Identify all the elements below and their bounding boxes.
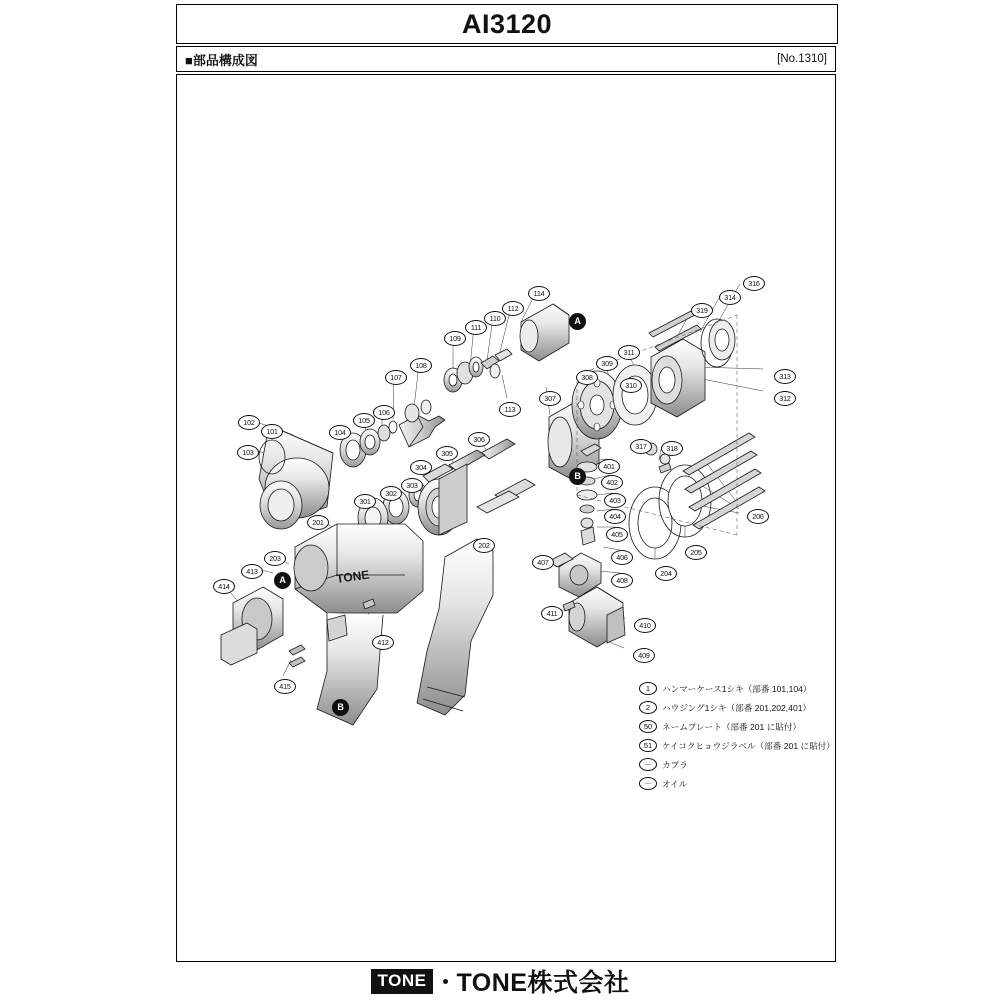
legend-label: ケイコクヒョウジラベル（部番 201 に貼付）: [662, 740, 835, 751]
callout-304: 304: [410, 460, 432, 475]
callout-310: 310: [620, 378, 642, 393]
callout-108: 108: [410, 358, 432, 373]
callout-206: 206: [747, 509, 769, 524]
callout-109: 109: [444, 331, 466, 346]
legend-row: [639, 717, 836, 736]
callout-303: 303: [401, 478, 423, 493]
page-footer: [0, 962, 1000, 1000]
legend: [639, 679, 836, 793]
callout-313: 313: [774, 369, 796, 384]
callout-410: 410: [634, 618, 656, 633]
callout-101: 101: [261, 424, 283, 439]
callout-112: 112: [502, 301, 524, 316]
legend-mark: 2: [639, 701, 657, 714]
callout-314: 314: [719, 290, 741, 305]
page-title: AI3120: [461, 8, 553, 39]
legend-row: [639, 755, 836, 774]
legend-label: ハンマーケース1シキ（部番 101,104）: [662, 683, 812, 694]
legend-label: カプラ: [662, 759, 688, 770]
callout-317: 317: [630, 439, 652, 454]
callout-312: 312: [774, 391, 796, 406]
callout-404: 404: [604, 509, 626, 524]
callout-408: 408: [611, 573, 633, 588]
legend-label: ハウジング1シキ（部番 201,202,401）: [662, 702, 812, 713]
callout-113: 113: [499, 402, 521, 417]
callout-305: 305: [436, 446, 458, 461]
callout-group-b: B: [332, 699, 349, 716]
legend-row: [639, 736, 836, 755]
callout-405: 405: [606, 527, 628, 542]
callout-407: 407: [532, 555, 554, 570]
legend-row: [639, 679, 836, 698]
callout-401: 401: [598, 459, 620, 474]
callout-308: 308: [576, 370, 598, 385]
callout-114: 114: [528, 286, 550, 301]
callout-414: 414: [213, 579, 235, 594]
document-title-bar: [176, 4, 838, 44]
callout-107: 107: [385, 370, 407, 385]
callout-402: 402: [601, 475, 623, 490]
legend-mark: 51: [639, 739, 657, 752]
callout-413: 413: [241, 564, 263, 579]
diagram-frame: [176, 74, 836, 962]
callout-403: 403: [604, 493, 626, 508]
section-header: [176, 46, 836, 72]
legend-row: [639, 774, 836, 793]
callout-411: 411: [541, 606, 563, 621]
callout-409: 409: [633, 648, 655, 663]
company-name: TONE株式会社: [456, 969, 630, 997]
callout-105: 105: [353, 413, 375, 428]
callout-202: 202: [473, 538, 495, 553]
callout-302: 302: [380, 486, 402, 501]
callout-203: 203: [264, 551, 286, 566]
callout-102: 102: [238, 415, 260, 430]
section-title: ■部品構成図: [185, 52, 258, 68]
legend-label: オイル: [662, 778, 688, 789]
callout-319: 319: [691, 303, 713, 318]
legend-row: [639, 698, 836, 717]
callout-204: 204: [655, 566, 677, 581]
exploded-parts-artwork: [177, 75, 836, 962]
legend-mark: －: [639, 777, 657, 790]
callout-104: 104: [329, 425, 351, 440]
legend-mark: －: [639, 758, 657, 771]
callout-group-a: A: [274, 572, 291, 589]
callout-106: 106: [373, 405, 395, 420]
callout-group-a: A: [569, 313, 586, 330]
callout-318: 318: [661, 441, 683, 456]
callout-group-b: B: [569, 468, 586, 485]
callout-309: 309: [596, 356, 618, 371]
section-number: [No.1310]: [777, 53, 827, 65]
callout-311: 311: [618, 345, 640, 360]
callout-110: 110: [484, 311, 506, 326]
callout-415: 415: [274, 679, 296, 694]
callout-111: 111: [465, 320, 487, 335]
legend-mark: 1: [639, 682, 657, 695]
legend-mark: 50: [639, 720, 657, 733]
callout-406: 406: [611, 550, 633, 565]
callout-412: 412: [372, 635, 394, 650]
callout-103: 103: [237, 445, 259, 460]
callout-307: 307: [539, 391, 561, 406]
callout-205: 205: [685, 545, 707, 560]
registered-dot-icon: [443, 979, 448, 984]
callout-316: 316: [743, 276, 765, 291]
legend-label: ネームプレート（部番 201 に貼付）: [662, 721, 802, 732]
callout-306: 306: [468, 432, 490, 447]
svg-text:TONE: TONE: [335, 567, 371, 586]
callout-201: 201: [307, 515, 329, 530]
tone-logo: TONE: [371, 969, 434, 994]
callout-301: 301: [354, 494, 376, 509]
